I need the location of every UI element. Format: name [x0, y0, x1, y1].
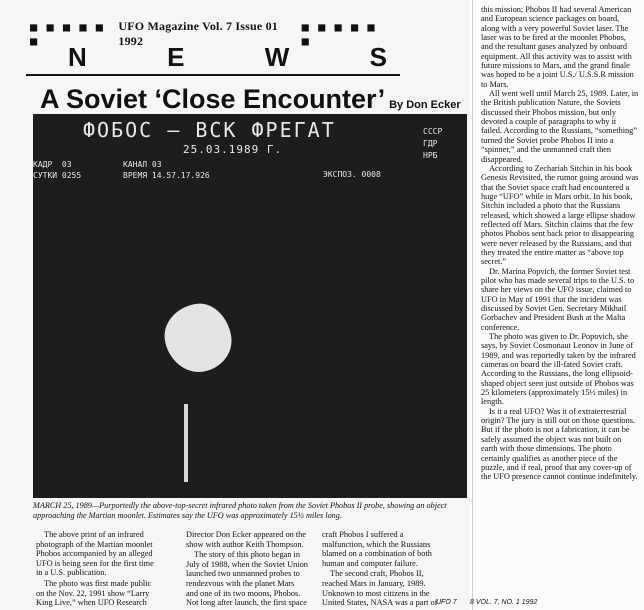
masthead-dots-right: ■ ■ ■ ■ ■ ■: [301, 20, 376, 48]
news-heading: [68, 42, 388, 73]
page-folio-left: UFO 7: [436, 599, 457, 606]
infrared-photo: [33, 114, 467, 498]
news-letter: E: [167, 42, 186, 72]
paragraph: The above print of an infrared photograph of the Martian moonlet Phobos accompanied by an alleged UFO is being seen for the first time in a U.S. publication.: [36, 530, 154, 578]
photo-caption: MARCH 25, 1989—Purportedly the above-top-secret infrared photo taken from the Soviet Phobos II probe, showing an object approaching the Martian moonlet. Estimates say the UFO was approximately 15½ miles long.: [33, 501, 447, 520]
body-column-2: [186, 530, 308, 609]
photo-time-overlay: КАНАЛ 03 ВРЕМЯ 14.57.17.926: [123, 160, 210, 180]
paragraph: All went well until March 25, 1989. Later, in the British publication Nature, the Soviets discussed their Phobos mission, but only devoted a couple of paragraphs to why it failed. According to the Russians, “something” turned the Soviet probe Phobos II into a “spinner,” and the unmanned craft then disappeared.: [481, 89, 639, 164]
paragraph: Dr. Marina Popvich, the former Soviet test pilot who has made several trips to the U.S. to share her views on the UFO issue, claimed to UFO in May of 1991 that the incident was discussed by Soviet Gen. Secretary Mikhail Gorbachev and President Bush at the Malta conference.: [481, 266, 635, 332]
masthead-rule: [26, 74, 400, 76]
photo-date-overlay: 25.03.1989 Г.: [183, 143, 283, 156]
page-folio-right: 8 VOL. 7, NO. 1 1992: [470, 599, 538, 606]
photo-country-overlay: СССР ГДР НРБ: [423, 127, 443, 160]
paragraph: this mission; Phobos II had several American and European science packages on board, along with a very powerful Soviet laser. The laser was to be fired at the moonlet Phobos, and the resultant gases analyzed by onboard equipment. All this activity was to assist with future missions to Mars, and the grand finale was hoped to be a joint U.S./ U.S.S.R mission to Mars.: [481, 5, 634, 89]
body-column-1: [36, 530, 158, 609]
paragraph: The photo was given to Dr. Popovich, she says, by Soviet Cosmonaut Leonov in June of 1989, and was reportedly taken by the infrared cameras on board the ill-fated Soviet craft. According to the Russians, the long ellipsoid-shaped object seen just outside of Phobos was 25 kilometers (approximately 15½ miles) in length.: [481, 332, 636, 407]
continued-column: [481, 5, 639, 482]
body-column-3: [322, 530, 444, 609]
paragraph: According to Zechariah Sitchin in his book Genesis Revisited, the rumor going around was that the Soviet space craft had encountered a huge “UFO” while in Mars orbit. In his book, Sitchin included a photo that the Russians released, which showed a large ellipse shadow reflected off Mars. Sitchin claims that the few photos Phobos sent back prior to disappearing were never released by the Russians, and that they treated the entire matter as “above top secret.”: [481, 163, 639, 267]
news-letter: N: [68, 42, 88, 72]
photo-frame-overlay: КАДР 03 СУТКИ 0255: [33, 160, 82, 180]
ufo-streak: [184, 404, 188, 482]
article-title: A Soviet ‘Close Encounter’: [40, 84, 386, 114]
paragraph: The story of this photo began in July of 1988, when the Soviet Union launched two unmanned probes to rendezvous with the planet Mars and one of its two moons, Phobos. Not long after launch, the first space: [186, 550, 308, 608]
paragraph: Is it a real UFO? Was it of extraterrestrial origin? The jury is still out on those questions. But if the photo is not a fabrication, it can be safely assumed the object was not built on earth with those dimensions. The photo certainly qualifies as another piece of the puzzle, and if real, proof that any cover-up of the UFO presence cannot continue indefinitely.: [481, 406, 638, 482]
photo-title-overlay: ФОБОС — ВСК ФРЕГАТ: [83, 118, 336, 142]
paragraph: craft Phobos I suffered a malfunction, which the Russians blamed on a combination of both human and computer failure.: [322, 530, 432, 568]
masthead-issue: UFO Magazine Vol. 7 Issue 01 1992: [118, 19, 278, 48]
photo-exposure-overlay: ЭКСПОЗ. 0008: [323, 170, 381, 179]
phobos-moonlet: [160, 299, 237, 377]
masthead-dots-left: ■ ■ ■ ■ ■ ■: [30, 20, 105, 48]
article-title-block: [40, 84, 461, 115]
news-letter: W: [264, 42, 291, 72]
paragraph: Director Don Ecker appeared on the show with author Keith Thompson.: [186, 530, 307, 549]
right-page: [472, 0, 644, 610]
news-letter: S: [369, 42, 388, 72]
article-byline: By Don Ecker: [389, 99, 461, 111]
paragraph: The second craft, Phobos II, reached Mars in January, 1989. Unknown to most citizens in the United States, NASA was a part of: [322, 569, 438, 608]
paragraph: The photo was first made public on the Nov. 22, 1991 show “Larry King Live,” when UFO Research: [36, 578, 152, 608]
